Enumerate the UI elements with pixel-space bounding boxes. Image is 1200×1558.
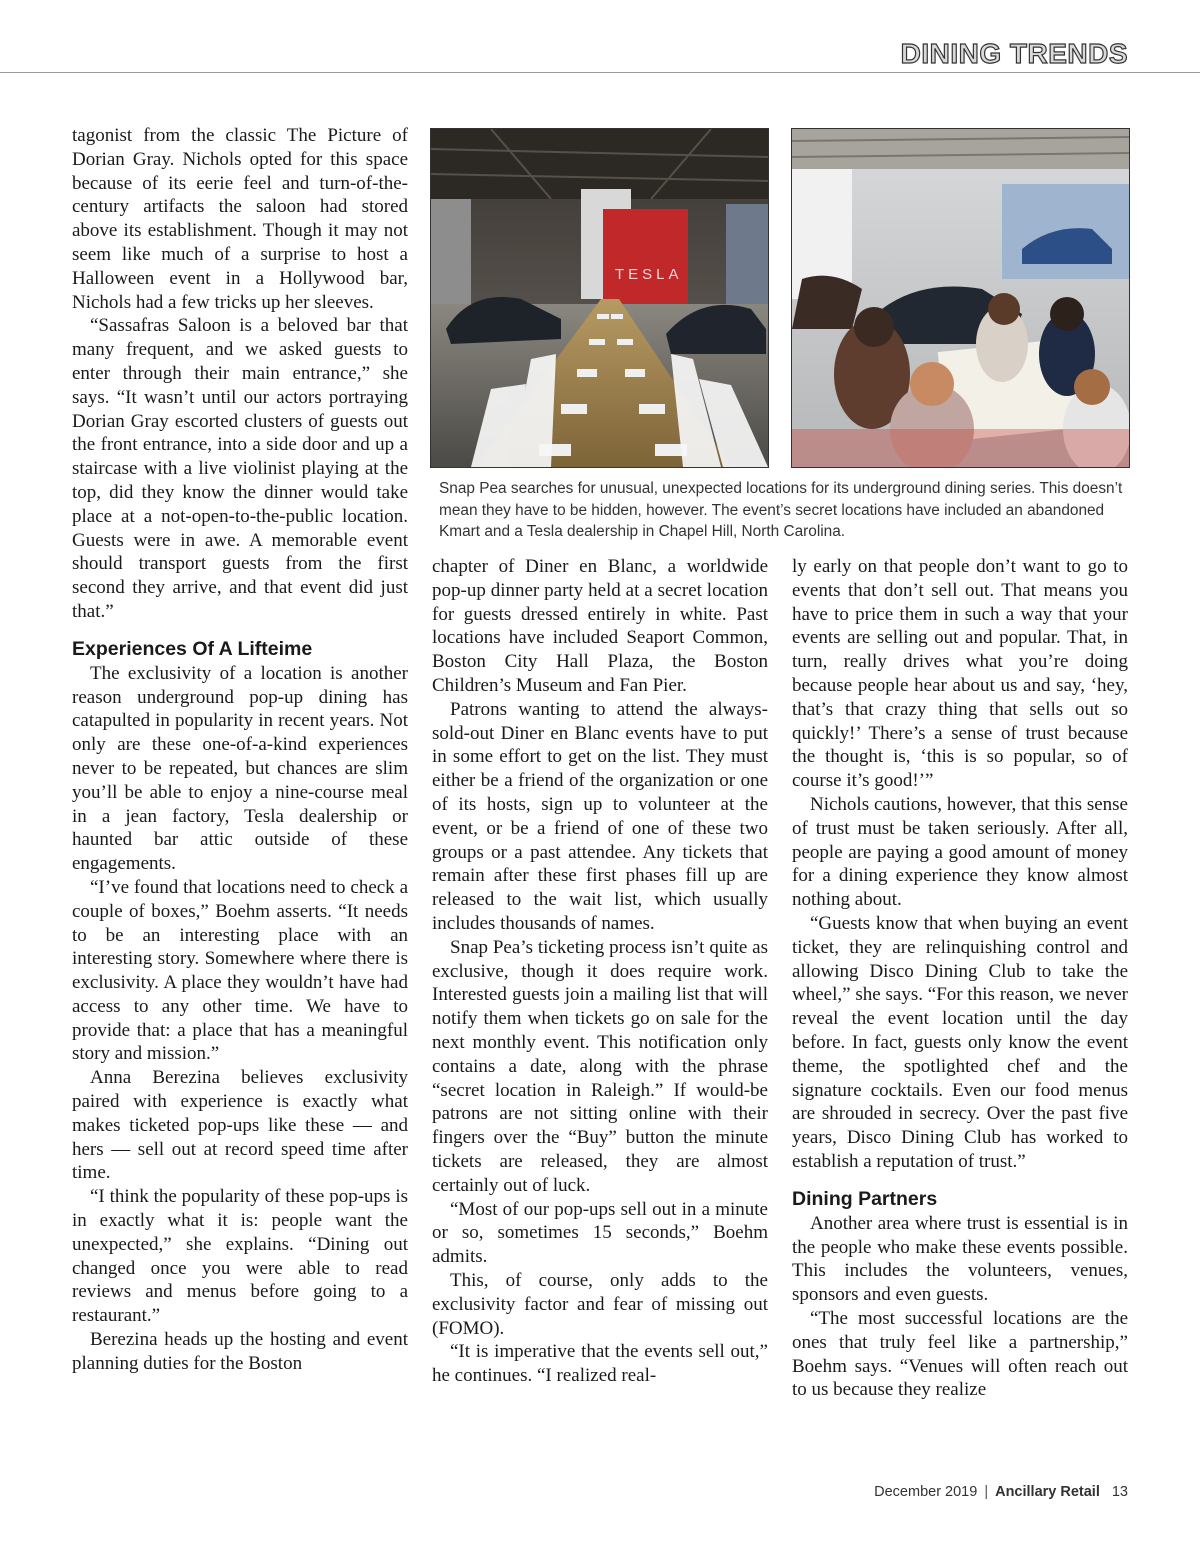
- photo-guests-dining-image: [792, 129, 1129, 467]
- header-rule: [0, 72, 1200, 73]
- photo-tesla-table: [430, 128, 769, 468]
- subheading-dining-partners: Dining Partners: [792, 1187, 938, 1210]
- paragraph: “Guests know that when buying an event ticket, they are relinquishing control and allowing Disco Dining Club to take the wheel,” she says. “For this reason, we never reveal the event location until the day before. In fact, guests only know the event theme, the spotlighted chef and the signature cocktails. Even our food menus are shrouded in secrecy. Over the past five years, Disco Dining Club has worked to establish a reputation of trust.”: [792, 912, 1128, 1172]
- page-number: 13: [1111, 1484, 1128, 1500]
- paragraph: Another area where trust is essential is in the people who make these events possible. This includes the volunteers, venues, sponsors and even guests.: [792, 1212, 1128, 1306]
- page-footer: [874, 1484, 1128, 1500]
- paragraph: Nichols cautions, however, that this sense of trust must be taken seriously. After all, people are paying a good amount of money for a dining experience they know almost nothing about.: [792, 793, 1128, 911]
- paragraph: Patrons wanting to attend the always-sold-out Diner en Blanc events have to put in some effort to get on the list. They must either be a friend of the organization or one of its hosts, sign up to volunteer at the event, or be a friend of one of these two groups or a past attendee. Any tickets that remain after these first phases fill up are released to the wait list, which usually includes thousands of names.: [432, 698, 768, 934]
- paragraph: Berezina heads up the hosting and event planning duties for the Boston: [72, 1329, 408, 1374]
- article-column-1: [72, 124, 408, 1376]
- paragraph: “It is imperative that the events sell out,” he continues. “I realized real-: [432, 1341, 768, 1387]
- paragraph: This, of course, only adds to the exclusivity factor and fear of missing out (FOMO).: [432, 1269, 768, 1339]
- photo-tesla-table-image: [431, 129, 768, 467]
- subheading-experiences: Experiences Of A Lifteime: [72, 637, 313, 660]
- footer-separator: |: [984, 1484, 989, 1500]
- paragraph: tagonist from the classic The Picture of Dorian Gray. Nichols opted for this space because of its eerie feel and turn-of-the-century artifacts the saloon had stored above its establishment. Though it may not seem like much of a surprise to host a Halloween event in a Hollywood bar, Nichols had a few tricks up her sleeves.: [72, 125, 408, 313]
- paragraph: Anna Berezina believes exclusivity paired with experience is exactly what makes ticketed pop-ups like these — and hers — sell out at record speed time after time.: [72, 1067, 408, 1184]
- paragraph: chapter of Diner en Blanc, a worldwide pop-up dinner party held at a secret location for guests dressed entirely in white. Past locations have included Seaport Common, Boston City Hall Plaza, the Boston Children’s Museum and Fan Pier.: [432, 556, 768, 696]
- paragraph: “Sassafras Saloon is a beloved bar that many frequent, and we asked guests to enter through their main entrance,” she says. “It wasn’t until our actors portraying Dorian Gray escorted clusters of guests out the front entrance, into a side door and up a staircase with a live violinist playing at the top, did they know the dinner would take place at a not-open-to-the-public location. Guests were in awe. A memorable event should transport guests from the first second they arrive, and that event did just that.”: [72, 315, 408, 622]
- issue-date: December 2019: [874, 1484, 978, 1500]
- tesla-logo: TESLA: [615, 266, 683, 283]
- paragraph: “I think the popularity of these pop-ups is in exactly what it is: people want the unexpected,” she explains. “Dining out changed once you were able to read reviews and menus before going to a restaurant.”: [72, 1186, 408, 1327]
- magazine-name: Ancillary Retail: [995, 1484, 1100, 1500]
- paragraph: “I’ve found that locations need to check a couple of boxes,” Boehm asserts. “It needs to be an interesting place with an interesting story. Somewhere where there is exclusivity. A place they wouldn’t have had access to any other time. We have to provide that: a place that has a meaningful story and mission.”: [72, 876, 408, 1065]
- paragraph: “Most of our pop-ups sell out in a minute or so, sometimes 15 seconds,” Boehm admits.: [432, 1198, 768, 1268]
- section-title: DINING TRENDS: [900, 38, 1128, 69]
- photo-guests-dining: [791, 128, 1130, 468]
- paragraph: Snap Pea’s ticketing process isn’t quite as exclusive, though it does require work. Interested guests join a mailing list that will notify them when tickets go on sale for the next monthly event. This notification only contains a date, along with the phrase “secret location in Raleigh.” If would-be patrons are not sitting online with their fingers over the “Buy” button the minute tickets are released, they are almost certainly out of luck.: [432, 936, 768, 1196]
- paragraph: ly early on that people don’t want to go to events that don’t sell out. That means you have to price them in such a way that your events are selling out and popular. That, in turn, really drives what you’re doing because people hear about us and say, ‘hey, that’s that crazy thing that sells out so quickly!’ There’s a sense of trust because the thought is, ‘this is so popular, so of course it’s good!’”: [792, 556, 1128, 792]
- photo-caption: Snap Pea searches for unusual, unexpected locations for its underground dining series. This doesn’t mean they have to be hidden, however. The event’s secret locations have included an abandoned Kmart and a Tesla dealership in Chapel Hill, North Carolina.: [439, 480, 1123, 540]
- article-column-3: [792, 555, 1128, 1402]
- article-column-2: [432, 555, 768, 1388]
- paragraph: “The most successful locations are the ones that truly feel like a partnership,” Boehm says. “Venues will often reach out to us because they realize: [792, 1307, 1128, 1401]
- paragraph: The exclusivity of a location is another reason underground pop-up dining has catapulted in popularity in recent years. Not only are these one-of-a-kind experiences never to be repeated, but chances are slim you’ll be able to enjoy a nine-course meal in a jean factory, Tesla dealership or haunted bar attic outside of these engagements.: [72, 662, 408, 875]
